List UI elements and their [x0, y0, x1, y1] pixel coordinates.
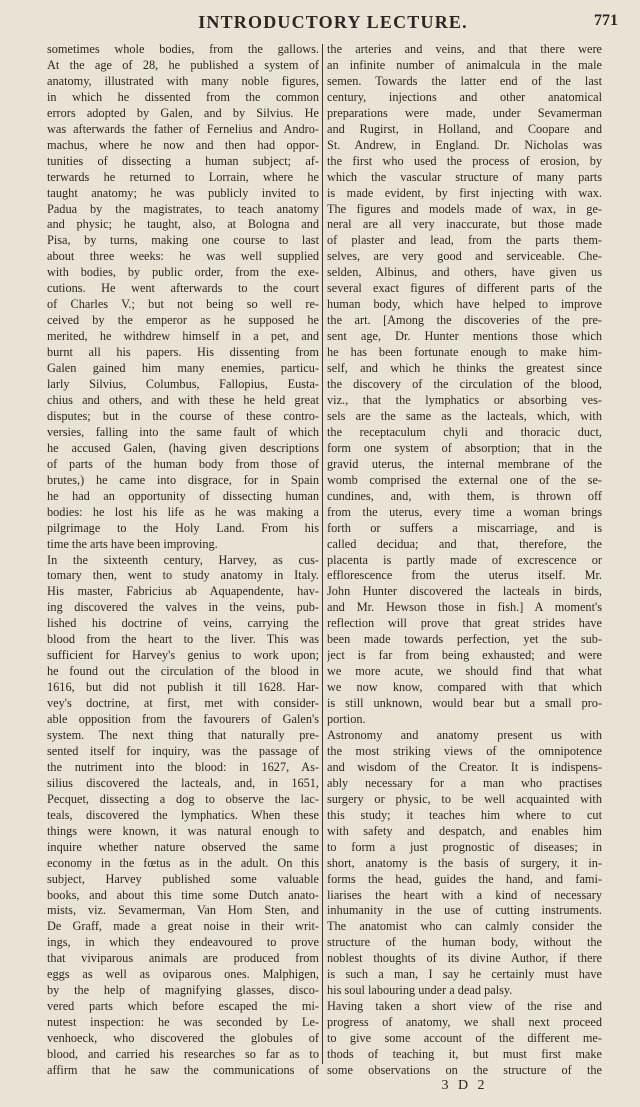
text-line: short, anatomy is the basis of surgery, it in-	[327, 855, 602, 870]
text-line: burnt all his papers. His dissenting from	[47, 345, 319, 360]
text-line: Having taken a short view of the rise and	[327, 999, 602, 1014]
text-line: the most striking views of the omnipotence	[327, 743, 602, 758]
text-line: De Graff, made a great noise in their writ-	[47, 919, 319, 934]
text-line: the discovery of the circulation of the blood,	[327, 377, 602, 392]
text-line: inquire whether nature observed the same	[47, 839, 319, 854]
text-line: to form a just prognostic of diseases; in	[327, 839, 602, 854]
text-line: he had an opportunity of dissecting human	[47, 488, 319, 503]
text-line: sent age, Dr. Hunter mentions those which	[327, 329, 602, 344]
text-line: time the arts have been improving.	[47, 536, 218, 551]
text-line: placenta is partly made of excrescence or	[327, 552, 602, 567]
text-line: bodies: he lost his life as he was making a	[47, 504, 319, 519]
text-line: disputes; but in the course of these contro-	[47, 408, 319, 423]
text-line: terwards he returned to Lorrain, where he	[47, 169, 319, 184]
text-line: some observations on the structure of the	[327, 1063, 602, 1077]
text-line: 1616, but did not publish it till 1628. Har-	[47, 680, 319, 695]
text-line: things were known, it was natural enough to	[47, 823, 319, 838]
text-line: blood from the heart to the liver. This was	[47, 632, 319, 647]
text-line: forth or suffers a miscarriage, and is	[327, 520, 602, 535]
text-line: chius and others, and with these he held great	[47, 392, 319, 407]
text-line: and wisdom of the Creator. It is indispens-	[327, 759, 602, 774]
text-line: Pisa, by turns, making one course to last	[47, 233, 319, 248]
text-line: which the vascular structure of many parts	[327, 169, 602, 184]
text-line: silius discovered the lacteals, and, in 1651,	[47, 775, 319, 790]
text-line: of parts of the human body from those of	[47, 456, 319, 471]
text-line: century, injections and other anatomical	[327, 89, 602, 104]
text-line: tomary then, went to study anatomy in Italy.	[47, 568, 319, 583]
text-line: with safety and despatch, and enables him	[327, 823, 602, 838]
text-line: he accused Galen, (having given descriptions	[47, 440, 319, 455]
text-line: ing discovered the valves in the veins, pub-	[47, 600, 319, 615]
text-line: At the age of 28, he published a system of	[47, 57, 319, 72]
text-line: surgery or physic, to be well acquainted with	[327, 791, 602, 806]
text-line: the first who used the process of erosion, by	[327, 153, 602, 168]
text-line: self, and which he thinks the greatest since	[327, 361, 602, 376]
text-line: called decidua; and that, therefore, the	[327, 536, 602, 551]
text-line: and physic; he taught, also, at Bologna and	[47, 217, 319, 232]
column-divider	[322, 44, 323, 1064]
header-title: INTRODUCTORY LECTURE.	[198, 12, 468, 32]
text-line: in which he dissented from the common	[47, 89, 319, 104]
text-line: he has been fortunate enough to make him-	[327, 345, 602, 360]
text-line: we now know, compared with that which	[327, 680, 602, 695]
text-line: thods of teaching it, but must first make	[327, 1047, 602, 1062]
text-line: vered parts which before escaped the mi-	[47, 999, 319, 1014]
text-line: inhumanity in the use of cutting instruments.	[327, 903, 602, 918]
text-line: viz., that the lymphatics or absorbing ves-	[327, 392, 602, 407]
text-line: and Mr. Hewson those in fish.] A moment's	[327, 600, 602, 615]
text-line: merited, he withdrew himself in a pet, and	[47, 329, 319, 344]
text-line: this study; it teaches him where to cut	[327, 807, 602, 822]
text-line: human body, which have helped to improve	[327, 297, 602, 312]
text-line: preparations were made, under Sevamerman	[327, 105, 602, 120]
text-line: tunities of dissecting a human subject; af-	[47, 153, 319, 168]
text-line: versies, falling into the same fault of which	[47, 424, 319, 439]
text-line: ings, in which they endeavoured to prove	[47, 935, 319, 950]
text-line: Galen gained him many enemies, particu-	[47, 361, 319, 376]
text-line: neral are all very inaccurate, but those made	[327, 217, 602, 232]
text-line: structure of the human body, without the	[327, 935, 602, 950]
text-line: lished his doctrine of veins, carrying the	[47, 616, 319, 631]
text-line: The anatomist who can calmly consider the	[327, 919, 602, 934]
text-line: teals, discovered the lymphatics. When these	[47, 807, 319, 822]
text-line: several exact figures of different parts of the	[327, 281, 602, 296]
text-line: brutes,) he came into disgrace, for in Spain	[47, 472, 319, 487]
text-line: is still unknown, would bear but a small pro-	[327, 696, 602, 711]
text-line: noblest thoughts of its divine Author, if there	[327, 951, 602, 966]
text-line: Padua by the magistrates, to teach anatomy	[47, 201, 319, 216]
text-line: anatomy, illustrated with many noble figures,	[47, 73, 319, 88]
running-header	[48, 10, 618, 40]
text-line: form one system of absorption; that in the	[327, 440, 602, 455]
text-line: reflection will prove that great strides have	[327, 616, 602, 631]
text-line: sometimes whole bodies, from the gallows.	[47, 42, 319, 56]
text-line: his soul labouring under a dead palsy.	[327, 983, 513, 998]
text-line: able opposition from the favourers of Galen's	[47, 712, 319, 727]
text-line: the art. [Among the discoveries of the pre-	[327, 313, 602, 328]
text-line: efflorescence from the uterus itself. Mr.	[327, 568, 602, 583]
text-line: portion.	[327, 712, 366, 727]
text-line: In the sixteenth century, Harvey, as cus-	[47, 552, 319, 567]
text-line: The figures and models made of wax, in ge-	[327, 201, 602, 216]
text-line: nutest inspection: he was seconded by Le-	[47, 1015, 319, 1030]
text-line: is such a man, I say he certainly must have	[327, 967, 602, 982]
text-line: and Rugirst, in Holland, and Coopare and	[327, 121, 602, 136]
text-line: sufficient for Harvey's genius to work upon;	[47, 648, 319, 663]
text-line: was afterwards the father of Fernelius and Andro-	[47, 121, 319, 136]
text-line: he found out the circulation of the blood in	[47, 664, 319, 679]
text-line: the nutriment into the blood: in 1627, As-	[47, 759, 319, 774]
text-line: forms the head, guides the hand, and fami-	[327, 871, 602, 886]
text-line: we more acute, we should find that what	[327, 664, 602, 679]
text-line: liarises the heart with a kind of necessary	[327, 887, 602, 902]
page-number: 771	[594, 12, 618, 29]
text-line: the arteries and veins, and that there were	[327, 42, 602, 56]
text-line: of plaster and lead, from the parts them-	[327, 233, 602, 248]
text-line: taught anatomy; he was publicly invited to	[47, 185, 319, 200]
text-line: by the help of magnifying glasses, disco-	[47, 983, 319, 998]
text-line: ably necessary for a man who practises	[327, 775, 602, 790]
text-line: vey's doctrine, at first, met with consider-	[47, 696, 319, 711]
text-line: venhoeck, who discovered the globules of	[47, 1031, 319, 1046]
text-line: about three weeks: he was well supplied	[47, 249, 319, 264]
text-line: His master, Fabricius ab Aquapendente, hav-	[47, 584, 319, 599]
text-line: cutions. He went afterwards to the court	[47, 281, 319, 296]
text-line: ceived by the emperor as he supposed he	[47, 313, 319, 328]
text-line: pilgrimage to the Holy Land. From his	[47, 520, 319, 535]
text-line: larly Silvius, Columbus, Fallopius, Eusta-	[47, 377, 319, 392]
text-line: cundines, and, with them, is thrown off	[327, 488, 602, 503]
text-line: mists, viz. Sevamerman, Van Hom Sten, and	[47, 903, 319, 918]
text-line: books, and about this time some Dutch anato-	[47, 887, 319, 902]
text-line: economy in the fœtus as in the adult. On this	[47, 855, 319, 870]
text-line: an infinite number of animalcula in the male	[327, 57, 602, 72]
text-line: from the uterus, every time a woman brings	[327, 504, 602, 519]
text-line: of Charles V.; but not being so well re-	[47, 297, 319, 312]
text-line: sels are the same as the lacteals, which, with	[327, 408, 602, 423]
text-line: sented itself for inquiry, was the passage of	[47, 743, 319, 758]
text-line: been made towards perfection, yet the sub-	[327, 632, 602, 647]
text-line: gravid uterus, the internal membrane of the	[327, 456, 602, 471]
text-line: selves, are very good and serviceable. Che-	[327, 249, 602, 264]
text-line: affirm that he saw the communications of	[47, 1063, 319, 1077]
text-line: semen. Towards the latter end of the last	[327, 73, 602, 88]
text-line: the receptaculum chyli and thoracic duct,	[327, 424, 602, 439]
text-line: Astronomy and anatomy present us with	[327, 727, 602, 742]
text-line: progress of anatomy, we shall next proceed	[327, 1015, 602, 1030]
right-text-column	[327, 42, 602, 1079]
text-line: John Hunter discovered the lacteals in birds,	[327, 584, 602, 599]
text-line: with bodies, by public order, from the exe-	[47, 265, 319, 280]
text-line: St. Andrew, in England. Dr. Nicholas was	[327, 137, 602, 152]
text-line: to give some account of the different me-	[327, 1031, 602, 1046]
text-line: that viviparous animals are produced from	[47, 951, 319, 966]
text-line: womb comprised the external one of the se-	[327, 472, 602, 487]
text-line: Pecquet, dissecting a dog to observe the lac-	[47, 791, 319, 806]
text-line: ject is far from being exhausted; and were	[327, 648, 602, 663]
text-line: machus, where he now and then had oppor-	[47, 137, 319, 152]
left-text-column	[47, 42, 319, 1079]
text-line: subject, Harvey published some valuable	[47, 871, 319, 886]
text-line: system. The next thing that naturally pre-	[47, 727, 319, 742]
text-line: eggs as well as oviparous ones. Malphigen,	[47, 967, 319, 982]
text-line: is made evident, by first injecting with wax.	[327, 185, 602, 200]
text-line: blood, and carried his researches so far as to	[47, 1047, 319, 1062]
text-line: selden, Albinus, and others, have given us	[327, 265, 602, 280]
text-line: errors adopted by Galen, and by Silvius. He	[47, 105, 319, 120]
signature-mark: 3 D 2	[441, 1078, 488, 1093]
